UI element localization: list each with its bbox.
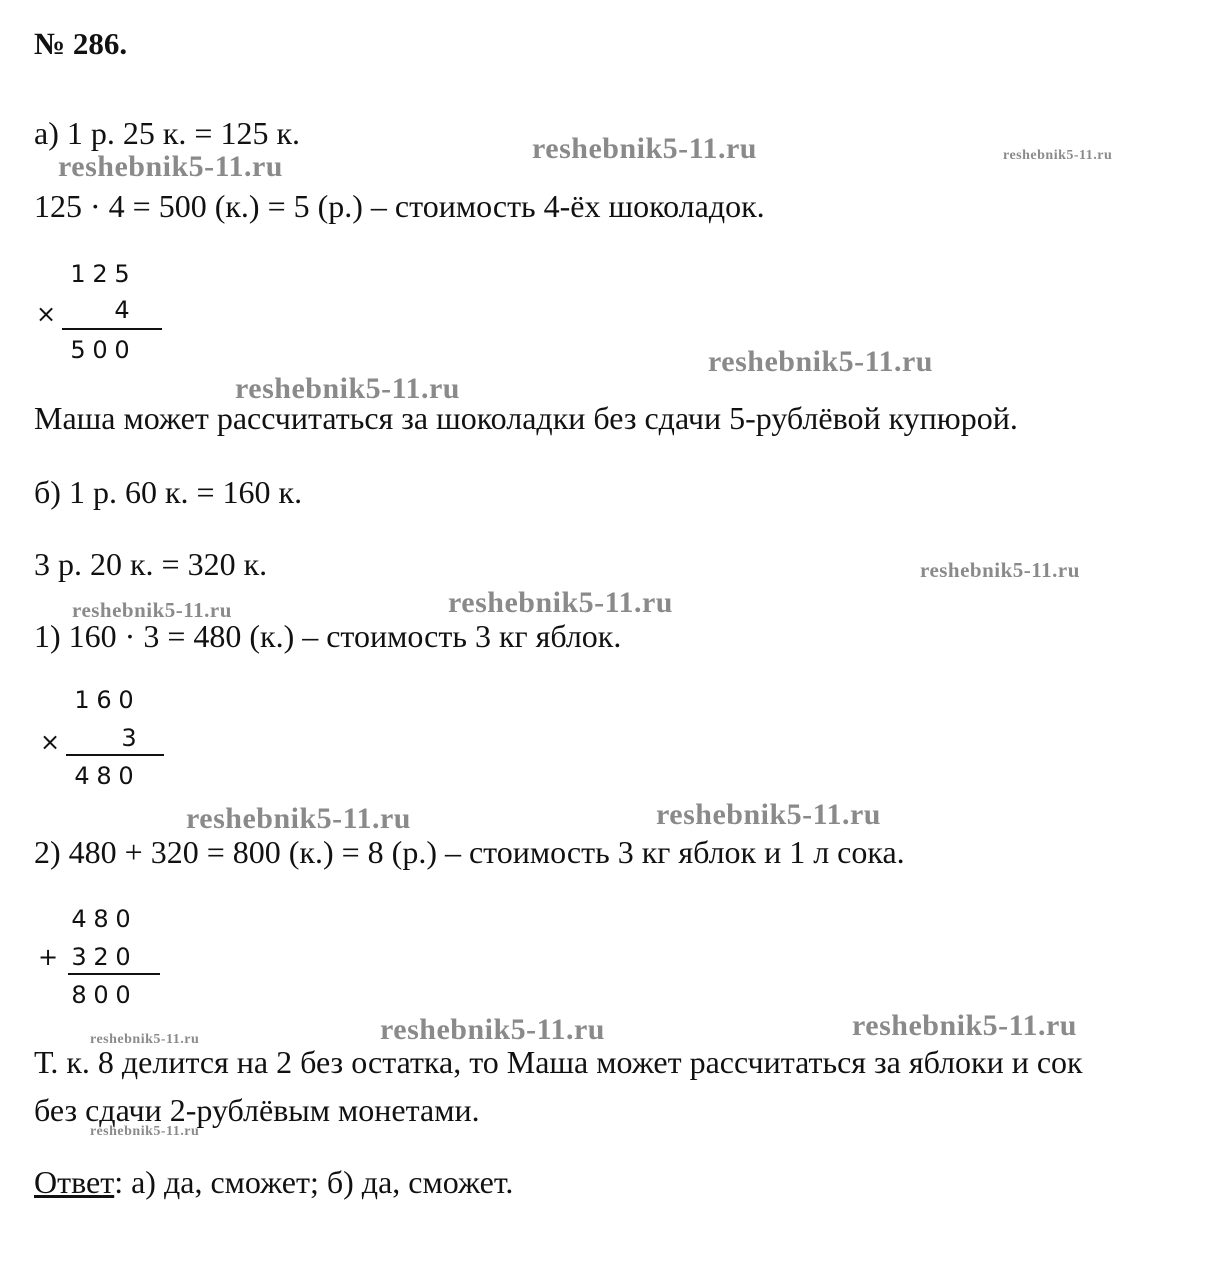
answer-label: Ответ bbox=[34, 1164, 115, 1200]
calc-top-row: 4 8 0 bbox=[71, 905, 131, 933]
calc-top-row: 1 6 0 bbox=[74, 686, 134, 714]
problem-number: № 286. bbox=[34, 26, 128, 61]
calc-bottom-row: 4 bbox=[114, 296, 130, 324]
column-addition-b bbox=[34, 907, 174, 1017]
watermark: reshebnik5-11.ru bbox=[532, 132, 757, 165]
part-b-conclusion-line-1: Т. к. 8 делится на 2 без остатка, то Маша может рассчитаться за яблоки и сок bbox=[34, 1044, 1083, 1080]
calc-operator: + bbox=[38, 943, 59, 971]
part-a-conclusion: Маша может рассчитаться за шоколадки без сдачи 5-рублёвой купюрой. bbox=[34, 400, 1018, 436]
part-a-calculation: 125 · 4 = 500 (к.) = 5 (р.) – стоимость 4-ёх шоколадок. bbox=[34, 188, 765, 224]
part-a-conversion: а) 1 р. 25 к. = 125 к. bbox=[34, 115, 300, 151]
watermark: reshebnik5-11.ru bbox=[1003, 148, 1113, 163]
calc-divider bbox=[66, 754, 164, 756]
calc-result-row: 4 8 0 bbox=[74, 762, 134, 790]
calc-operator: × bbox=[36, 300, 57, 328]
watermark: reshebnik5-11.ru bbox=[186, 802, 411, 835]
part-b-conversion-2: 3 р. 20 к. = 320 к. bbox=[34, 546, 268, 582]
part-b-conversion-1: б) 1 р. 60 к. = 160 к. bbox=[34, 474, 303, 510]
calc-operator: × bbox=[40, 728, 61, 756]
watermark: reshebnik5-11.ru bbox=[448, 586, 673, 619]
watermark: reshebnik5-11.ru bbox=[920, 558, 1080, 582]
answer bbox=[34, 1166, 513, 1198]
part-b-conclusion-line-2: без сдачи 2-рублёвым монетами. bbox=[34, 1092, 480, 1128]
watermark: reshebnik5-11.ru bbox=[235, 372, 460, 405]
part-b-step-2: 2) 480 + 320 = 800 (к.) = 8 (р.) – стоимость 3 кг яблок и 1 л сока. bbox=[34, 834, 905, 870]
column-multiplication-b bbox=[34, 688, 174, 798]
watermark: reshebnik5-11.ru bbox=[380, 1013, 605, 1046]
part-b-step-1: 1) 160 · 3 = 480 (к.) – стоимость 3 кг яблок. bbox=[34, 618, 622, 654]
answer-text: : а) да, сможет; б) да, сможет. bbox=[114, 1164, 514, 1200]
watermark: reshebnik5-11.ru bbox=[90, 1032, 200, 1047]
column-multiplication-a bbox=[34, 262, 174, 372]
calc-bottom-row: 3 bbox=[121, 724, 137, 752]
calc-divider bbox=[68, 973, 160, 975]
calc-top-row: 1 2 5 bbox=[70, 260, 130, 288]
calc-result-row: 5 0 0 bbox=[70, 336, 130, 364]
watermark: reshebnik5-11.ru bbox=[656, 798, 881, 831]
watermark: reshebnik5-11.ru bbox=[90, 1124, 200, 1139]
watermark: reshebnik5-11.ru bbox=[708, 345, 933, 378]
watermark: reshebnik5-11.ru bbox=[58, 150, 283, 183]
calc-result-row: 8 0 0 bbox=[71, 981, 131, 1009]
watermark: reshebnik5-11.ru bbox=[852, 1009, 1077, 1042]
calc-divider bbox=[62, 328, 162, 330]
watermark: reshebnik5-11.ru bbox=[72, 598, 232, 622]
calc-bottom-row: 3 2 0 bbox=[71, 943, 131, 971]
